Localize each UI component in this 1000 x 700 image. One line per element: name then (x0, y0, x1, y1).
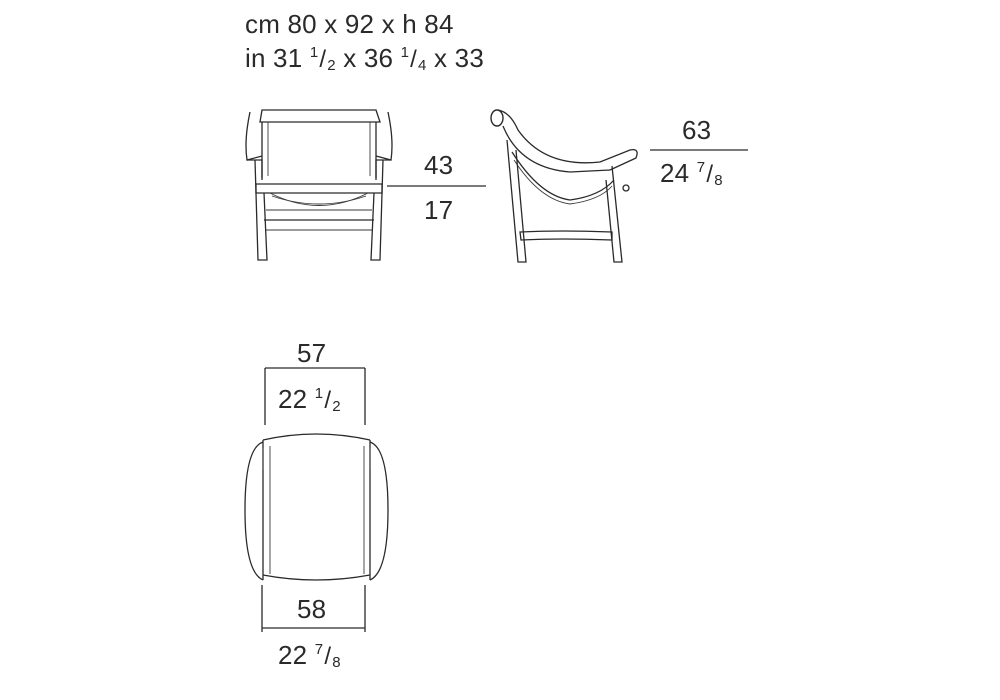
seat-width-in-label: 22 1/2 (278, 384, 341, 415)
seat-height-cm-label: 43 (424, 150, 454, 180)
seat-depth-cm-label: 58 (297, 594, 327, 624)
seat-depth-in-label: 22 7/8 (278, 640, 341, 671)
top-view-drawing (245, 434, 388, 580)
overall-dimensions-imperial: in 31 1/2 x 36 1/4 x 33 (245, 43, 484, 74)
arm-height-cm-label: 63 (682, 115, 712, 145)
seat-height-in-label: 17 (424, 195, 454, 225)
arm-height-in-label: 24 7/8 (660, 158, 723, 189)
side-view-drawing (491, 110, 637, 262)
overall-dimensions-metric: cm 80 x 92 x h 84 (245, 9, 454, 39)
seat-width-cm-label: 57 (297, 338, 327, 368)
front-view-drawing (246, 110, 392, 260)
